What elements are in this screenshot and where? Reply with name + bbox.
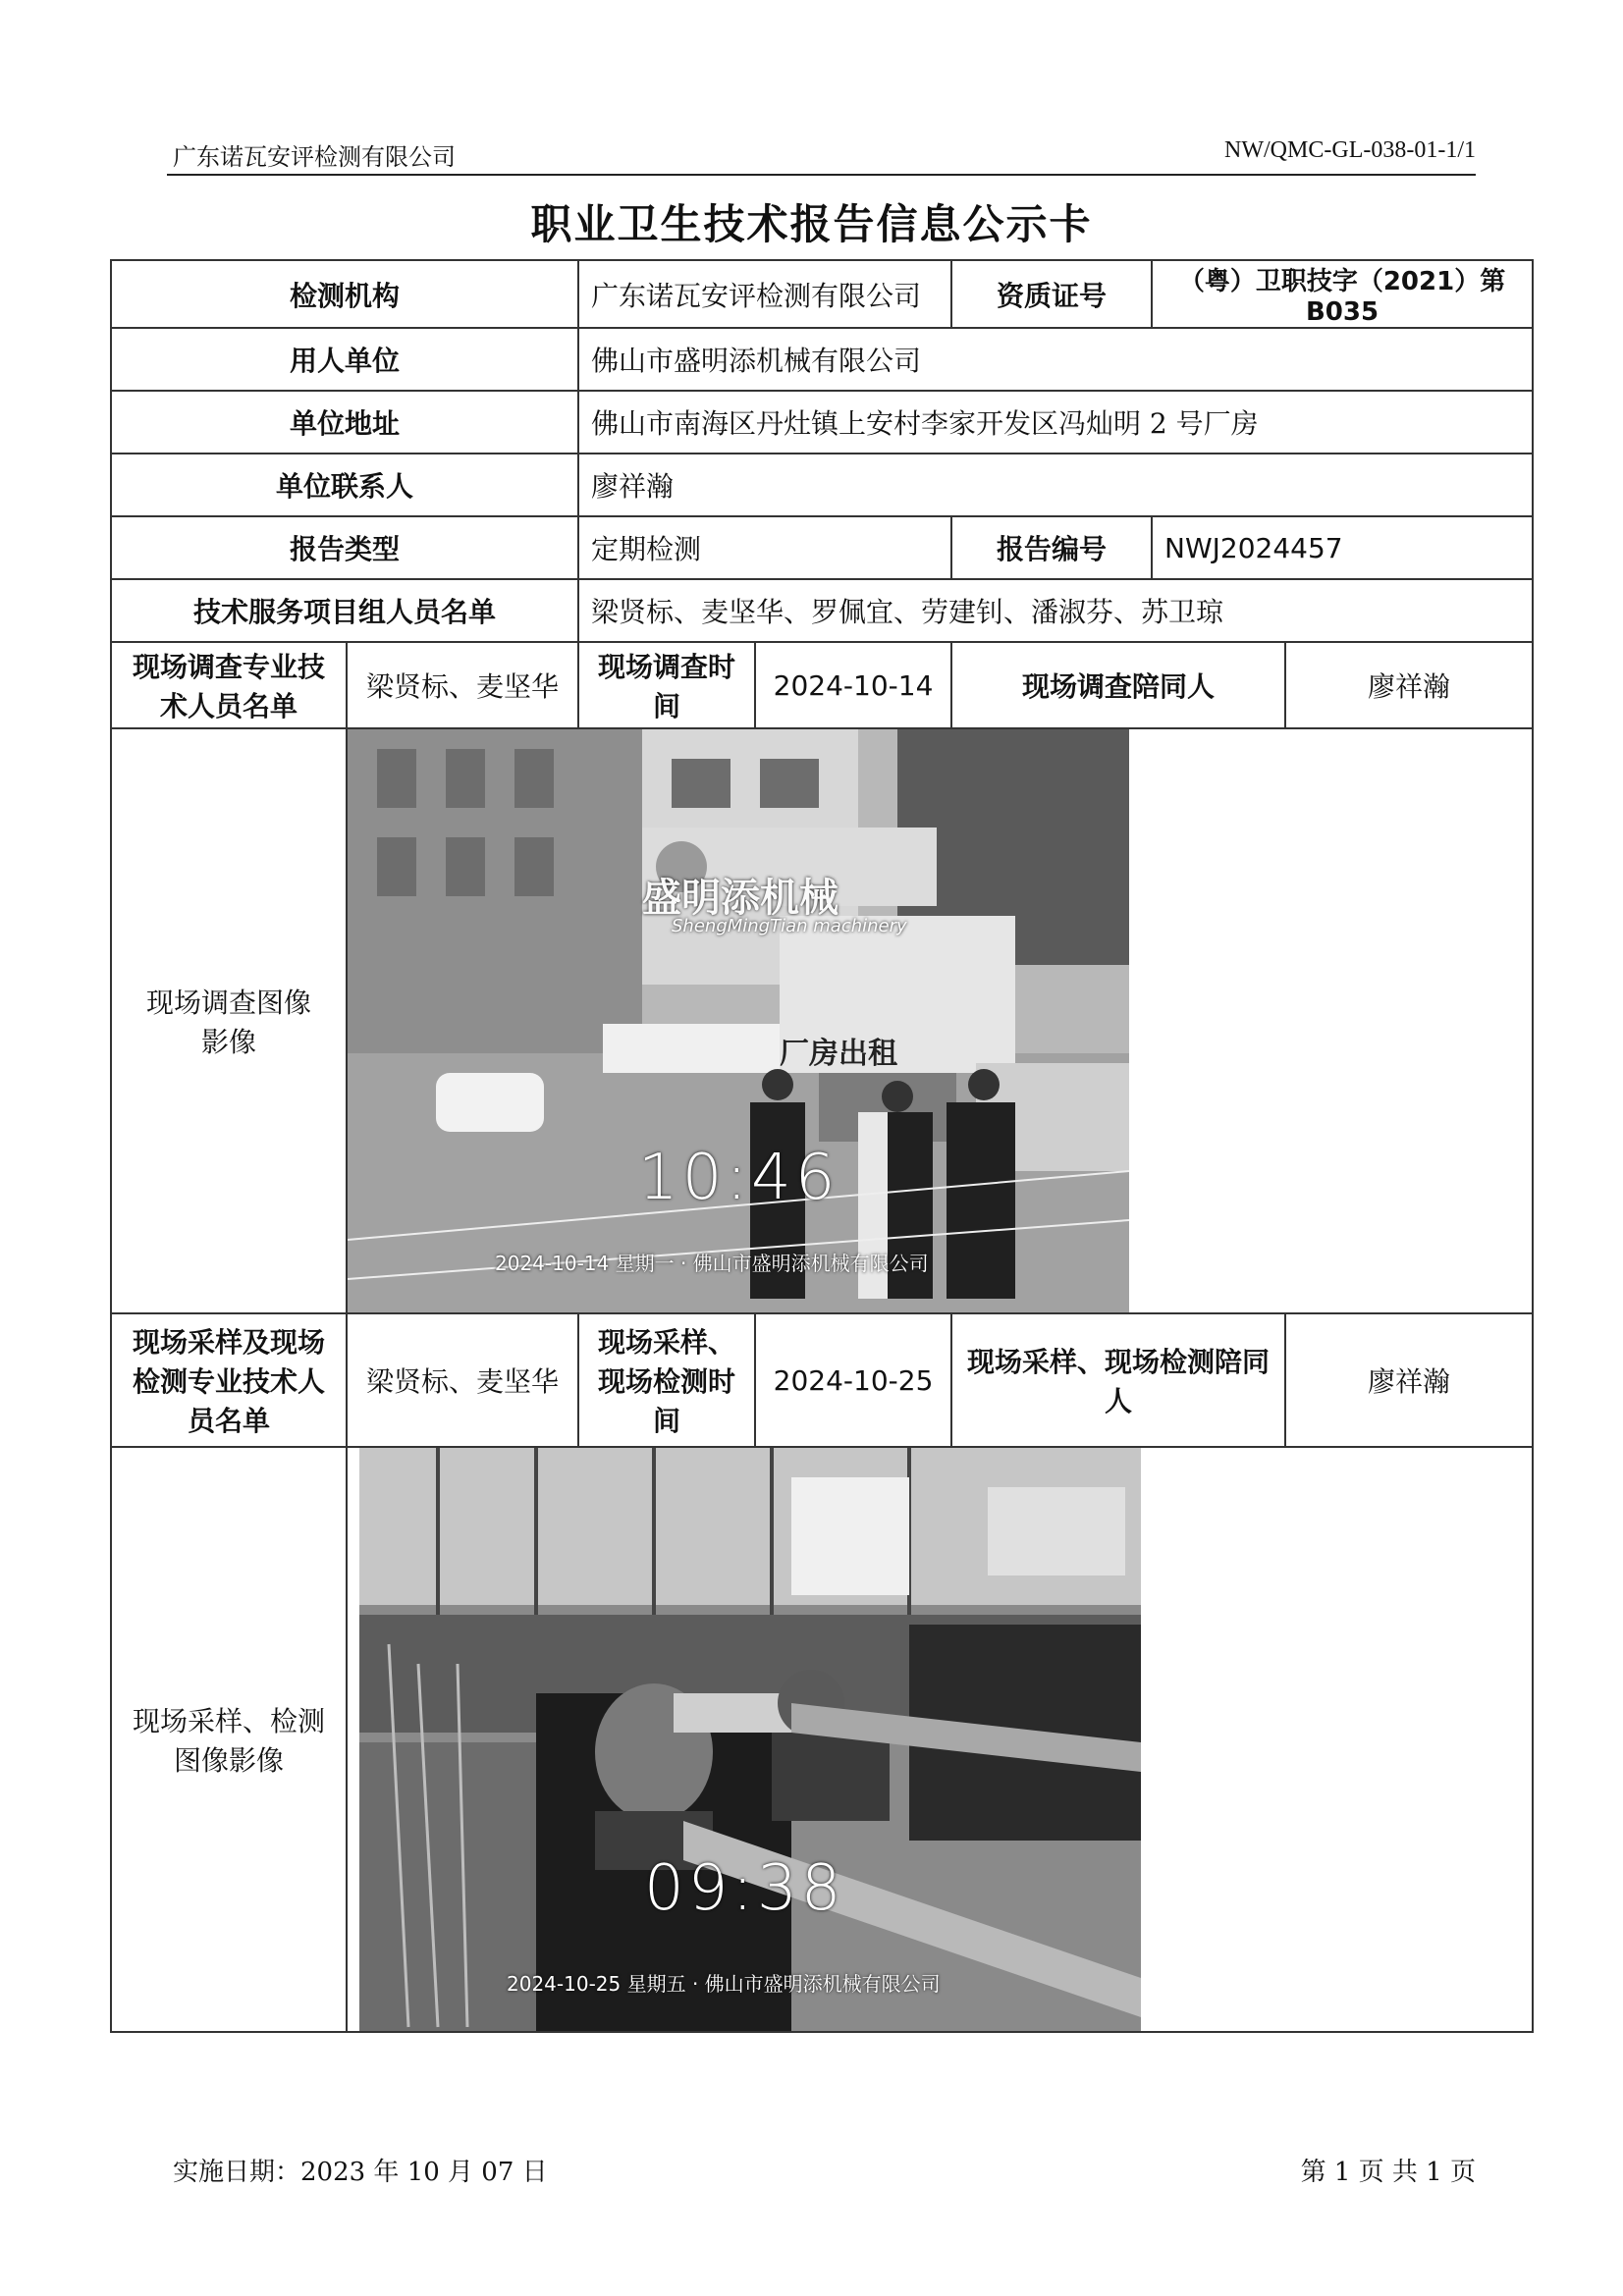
employer-value: 佛山市盛明添机械有限公司 [578,328,1533,391]
survey-image-label: 现场调查图像影像 [111,728,347,1313]
contact-value: 廖祥瀚 [578,454,1533,516]
sampling-escort-value: 廖祥瀚 [1285,1313,1533,1447]
info-card-table [110,259,1534,2033]
cert-label: 资质证号 [951,260,1152,328]
contact-label: 单位联系人 [111,454,578,516]
survey-sign-en: ShengMingTian machinery [672,916,907,936]
survey-banner-text: 厂房出租 [780,1037,897,1071]
survey-staff-label: 现场调查专业技术人员名单 [111,642,347,728]
employer-label: 用人单位 [111,328,578,391]
institution-label: 检测机构 [111,260,578,328]
row-sampling-image [111,1447,1533,2032]
row-sampling [111,1313,1533,1447]
report-no-value: NWJ2024457 [1152,516,1533,579]
survey-photo [348,729,1129,1312]
survey-time-value: 2024-10-14 [755,642,951,728]
sampling-timestamp-time: 09:38 [644,1852,845,1925]
sampling-staff-value: 梁贤标、麦坚华 [347,1313,578,1447]
footer-date: 实施日期：2023 年 10 月 07 日 [173,2158,548,2187]
address-value: 佛山市南海区丹灶镇上安村李家开发区冯灿明 2 号厂房 [578,391,1533,454]
survey-escort-value: 廖祥瀚 [1285,642,1533,728]
sampling-image-cell [347,1447,1533,2032]
row-team [111,579,1533,642]
row-contact [111,454,1533,516]
header-company: 广东诺瓦安评检测有限公司 [173,143,456,171]
header-doc-code: NW/QMC-GL-038-01-1/1 [1224,137,1476,163]
address-label: 单位地址 [111,391,578,454]
page-title: 职业卫生技术报告信息公示卡 [530,200,1093,248]
row-employer [111,328,1533,391]
row-survey-image [111,728,1533,1313]
report-type-label: 报告类型 [111,516,578,579]
row-report [111,516,1533,579]
row-survey [111,642,1533,728]
sampling-photo-graphic [359,1448,1141,2031]
cert-value: （粤）卫职技字（2021）第 B035 [1152,260,1533,328]
footer-page: 第 1 页 共 1 页 [1300,2158,1476,2187]
survey-time-label: 现场调查时间 [578,642,755,728]
sampling-photo [359,1448,1141,2031]
survey-timestamp-date: 2024-10-14 星期一 · 佛山市盛明添机械有限公司 [495,1252,929,1275]
sampling-image-label: 现场采样、检测图像影像 [111,1447,347,2032]
row-institution [111,260,1533,328]
sampling-timestamp-date: 2024-10-25 星期五 · 佛山市盛明添机械有限公司 [507,1972,941,1996]
sampling-staff-label: 现场采样及现场检测专业技术人员名单 [111,1313,347,1447]
report-type-value: 定期检测 [578,516,951,579]
header-divider [167,174,1476,176]
sampling-time-label: 现场采样、现场检测时间 [578,1313,755,1447]
team-label: 技术服务项目组人员名单 [111,579,578,642]
report-no-label: 报告编号 [951,516,1152,579]
survey-image-cell [347,728,1533,1313]
sampling-escort-label: 现场采样、现场检测陪同人 [951,1313,1285,1447]
row-address [111,391,1533,454]
survey-photo-graphic [348,729,1129,1312]
survey-timestamp-time: 10:46 [638,1142,839,1214]
survey-staff-value: 梁贤标、麦坚华 [347,642,578,728]
survey-sign-text: 盛明添机械 [642,876,839,921]
sampling-time-value: 2024-10-25 [755,1313,951,1447]
team-value: 梁贤标、麦坚华、罗佩宜、劳建钊、潘淑芬、苏卫琼 [578,579,1533,642]
institution-value: 广东诺瓦安评检测有限公司 [578,260,951,328]
survey-escort-label: 现场调查陪同人 [951,642,1285,728]
